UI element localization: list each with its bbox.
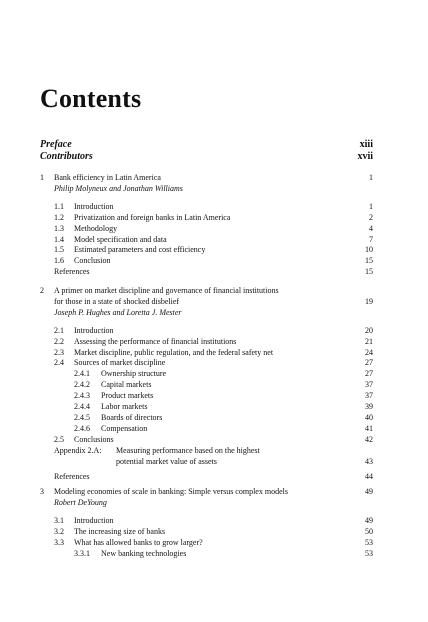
chapter-heading[interactable]	[40, 487, 373, 498]
subsection-number: 2.4.3	[74, 391, 90, 401]
section-number: 1.6	[54, 256, 64, 266]
chapter-heading[interactable]	[40, 286, 373, 308]
entry-page: xiii	[359, 139, 373, 150]
toc-subsection[interactable]	[40, 402, 373, 413]
section-number: 3.3	[54, 537, 64, 547]
subsection-page: 41	[365, 423, 373, 433]
section-list	[40, 326, 373, 483]
subsection-label: Boards of directors	[101, 412, 163, 422]
appendix-title	[116, 446, 343, 468]
toc-section[interactable]	[40, 245, 373, 256]
subsection-label: Labor markets	[101, 402, 148, 412]
chapter-title: Bank efficiency in Latin America	[54, 173, 161, 182]
references-label: References	[54, 471, 90, 481]
section-label: Sources of market discipline	[74, 358, 166, 368]
section-page: 4	[369, 223, 373, 233]
appendix-title-line2: potential market value of assets	[116, 456, 217, 466]
section-page: 1	[369, 201, 373, 211]
section-label: Conclusions	[74, 434, 114, 444]
section-label: Market discipline, public regulation, and the federal safety net	[74, 347, 274, 357]
section-page: 2	[369, 212, 373, 222]
toc-section[interactable]	[40, 224, 373, 235]
section-label: Estimated parameters and cost efficiency	[74, 245, 206, 255]
section-label: Model specification and data	[74, 234, 167, 244]
chapter-author: Philip Molyneux and Jonathan Williams	[54, 183, 183, 193]
section-list	[40, 202, 373, 278]
toc-entry-preface[interactable]	[40, 139, 373, 151]
front-matter	[40, 139, 373, 163]
section-label: Introduction	[74, 325, 114, 335]
chapter-title	[54, 286, 343, 308]
section-list	[40, 516, 373, 560]
section-number: 3.1	[54, 515, 64, 525]
section-number: 1.5	[54, 245, 64, 255]
section-label: The increasing size of banks	[74, 526, 166, 536]
section-label: Privatization and foreign banks in Latin America	[74, 212, 231, 222]
references-label: References	[54, 267, 90, 277]
chapter-page: 19	[365, 296, 373, 306]
chapter-heading[interactable]	[40, 173, 373, 184]
section-number: 3.2	[54, 526, 64, 536]
toc-section[interactable]	[40, 256, 373, 267]
section-number: 2.1	[54, 325, 64, 335]
toc-subsection[interactable]	[40, 549, 373, 560]
subsection-page: 39	[365, 402, 373, 412]
toc-section[interactable]	[40, 348, 373, 359]
chapter-author: Joseph P. Hughes and Loretta J. Mester	[54, 307, 182, 317]
chapter-3	[40, 487, 373, 559]
toc-subsection[interactable]	[40, 413, 373, 424]
toc-section[interactable]	[40, 358, 373, 369]
toc-references[interactable]	[40, 472, 373, 483]
toc-section[interactable]	[40, 538, 373, 549]
toc-references[interactable]	[40, 267, 373, 278]
page-title: Contents	[40, 84, 142, 113]
entry-label: Preface	[40, 139, 72, 150]
section-page: 27	[365, 358, 373, 368]
subsection-number: 2.4.2	[74, 380, 90, 390]
toc-section[interactable]	[40, 337, 373, 348]
subsection-label: Product markets	[101, 391, 154, 401]
chapter-number: 1	[40, 173, 44, 182]
section-number: 2.2	[54, 336, 64, 346]
subsection-number: 2.4.5	[74, 412, 90, 422]
section-page: 49	[365, 515, 373, 525]
section-number: 2.4	[54, 358, 64, 368]
entry-page: xvii	[357, 151, 373, 162]
toc-section[interactable]	[40, 202, 373, 213]
section-label: Conclusion	[74, 256, 111, 266]
subsection-label: New banking technologies	[101, 548, 187, 558]
section-page: 42	[365, 434, 373, 444]
section-number: 2.3	[54, 347, 64, 357]
chapter-author: Robert DeYoung	[54, 497, 107, 507]
section-page: 15	[365, 256, 373, 266]
chapter-number: 2	[40, 286, 44, 295]
section-page: 53	[365, 537, 373, 547]
toc-section[interactable]	[40, 435, 373, 446]
subsection-number: 2.4.4	[74, 402, 90, 412]
subsection-page: 37	[365, 391, 373, 401]
subsection-label: Compensation	[101, 423, 148, 433]
section-number: 1.1	[54, 201, 64, 211]
toc-section[interactable]	[40, 213, 373, 224]
section-label: Introduction	[74, 201, 114, 211]
subsection-number: 3.3.1	[74, 548, 90, 558]
section-page: 24	[365, 347, 373, 357]
subsection-page: 27	[365, 369, 373, 379]
section-number: 2.5	[54, 434, 64, 444]
toc-appendix[interactable]	[40, 446, 373, 468]
chapter-title: Modeling economies of scale in banking: Simple versus complex models	[54, 487, 288, 496]
toc-subsection[interactable]	[40, 424, 373, 435]
section-label: Methodology	[74, 223, 118, 233]
toc-subsection[interactable]	[40, 369, 373, 380]
toc-subsection[interactable]	[40, 391, 373, 402]
subsection-page: 40	[365, 412, 373, 422]
toc-section[interactable]	[40, 235, 373, 246]
section-page: 7	[369, 234, 373, 244]
toc-subsection[interactable]	[40, 380, 373, 391]
chapter-number: 3	[40, 487, 44, 496]
chapter-2	[40, 286, 373, 482]
chapter-title-line2: for those in a state of shocked disbelief	[54, 296, 180, 306]
chapter-page: 49	[365, 487, 373, 496]
subsection-page: 53	[365, 548, 373, 558]
section-label: Assessing the performance of financial institutions	[74, 336, 237, 346]
section-number: 1.2	[54, 212, 64, 222]
chapter-page: 1	[369, 173, 373, 182]
section-page: 20	[365, 325, 373, 335]
section-number: 1.4	[54, 234, 64, 244]
subsection-number: 2.4.1	[74, 369, 90, 379]
appendix-page: 43	[365, 456, 373, 466]
chapter-title-line1: A primer on market discipline and governance of financial institutions	[54, 286, 279, 295]
toc-section[interactable]	[40, 326, 373, 337]
section-page: 10	[365, 245, 373, 255]
toc-entry-contributors[interactable]	[40, 151, 373, 163]
appendix-name: Appendix 2.A:	[54, 445, 102, 455]
section-page: 50	[365, 526, 373, 536]
section-label: Introduction	[74, 515, 114, 525]
entry-label: Contributors	[40, 151, 93, 162]
section-page: 21	[365, 336, 373, 346]
subsection-page: 37	[365, 380, 373, 390]
subsection-label: Ownership structure	[101, 369, 167, 379]
subsection-label: Capital markets	[101, 380, 152, 390]
section-label: What has allowed banks to grow larger?	[74, 537, 203, 547]
appendix-title-line1: Measuring performance based on the highest	[116, 445, 260, 455]
section-number: 1.3	[54, 223, 64, 233]
references-page: 15	[365, 267, 373, 277]
toc-section[interactable]	[40, 516, 373, 527]
references-page: 44	[365, 471, 373, 481]
toc-section[interactable]	[40, 527, 373, 538]
subsection-number: 2.4.6	[74, 423, 90, 433]
chapter-1	[40, 173, 373, 278]
